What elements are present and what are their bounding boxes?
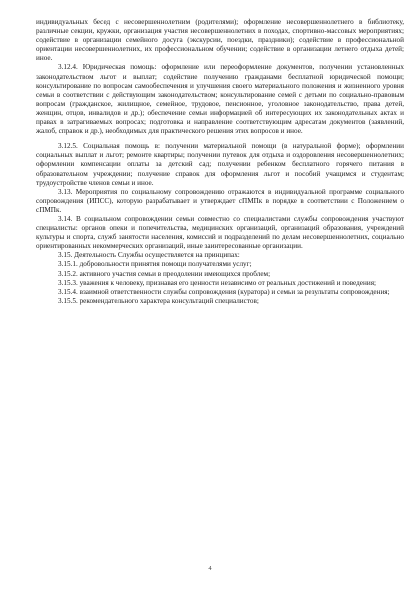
document-body	[36, 18, 404, 306]
paragraph-3-12-4: 3.12.4. Юридическая помощь: оформление или переоформление документов, получении установленных законодательством льгот и выплат; содействие получению гражданами бесплатной юридической помощи; консультирование по вопросам самообеспечения и улучшения своего материального положения и жизненного уровня семьи в соответствии с действующим законодательством; консультирование семей с детьми по социально-правовым вопросам (гражданское, жилищное, семейное, трудовое, пенсионное, уголовное законодательство, права детей, женщин, отцов, инвалидов и др.); обеспечение семьи информацией об интересующих их законодательных актах и правах в затрагиваемых вопросах; подготовка и направление соответствующим адресатам документов (заявлений, жалоб, справок и др.), необходимых для практического решения этих вопросов и иное.	[36, 63, 404, 136]
paragraph-3-13: 3.13. Мероприятия по социальному сопровождению отражаются в индивидуальной программе социального сопровождения (ИПСС), которую разрабатывает и утверждает сПМПк в порядке в соответствии с Положением о сПМПк.	[36, 187, 404, 214]
paragraph-continuation: индивидуальных бесед с несовершеннолетним (родителями); оформление несовершеннолетнего в библиотеку, различные секции, кружки, организация участия несовершеннолетних в походах, спортивно-массовых мероприятиях; содействие в организации семейного досуга (экскурсии, поездки, праздники); содействие в профессиональной ориентации несовершеннолетних, их профессиональном обучении; содействие в организации летнего отдыха детей; иное.	[36, 18, 404, 63]
paragraph-3-12-5: 3.12.5. Социальная помощь в: получении материальной помощи (в натуральной форме); оформлении социальных выплат и льгот; ремонте квартиры; получении путевок для отдыха и оздоровления несовершеннолетних; оформлении компенсации оплаты за детский сад; получении ребенком бесплатного горячего питания в образовательном учреждении; получение справок для оформления льгот и пособий учащимся и студентам; трудоустройстве членов семьи и иное.	[36, 142, 404, 187]
paragraph-3-15-5: 3.15.5. рекомендательного характера консультаций специалистов;	[58, 296, 259, 305]
paragraph-3-15-4: 3.15.4. взаимной ответственности службы сопровождения (куратора) и семьи за результаты сопровождения;	[58, 287, 390, 296]
paragraph-3-14: 3.14. В социальном сопровождении семьи совместно со специалистами службы сопровождения участвуют специалисты: органов опеки и попечительства, медицинских организаций, организаций образования, учреждений культуры и спорта, служб занятости населения, комиссий и подразделений по делам несовершеннолетних, социально ориентированных некоммерческих организаций, иные заинтересованные организации.	[36, 214, 404, 251]
paragraph-3-15-1: 3.15.1. добровольности принятия помощи получателями услуг;	[58, 260, 252, 269]
paragraph-3-15: 3.15. Деятельность Службы осуществляется на принципах:	[58, 251, 240, 260]
paragraph-3-15-2: 3.15.2. активного участия семьи в преодолении имеющихся проблем;	[58, 269, 271, 278]
paragraph-3-15-3: 3.15.3. уважения к человеку, признавая его ценности независимо от реальных достижений и поведения;	[58, 278, 376, 287]
page-number: 4	[208, 565, 212, 572]
